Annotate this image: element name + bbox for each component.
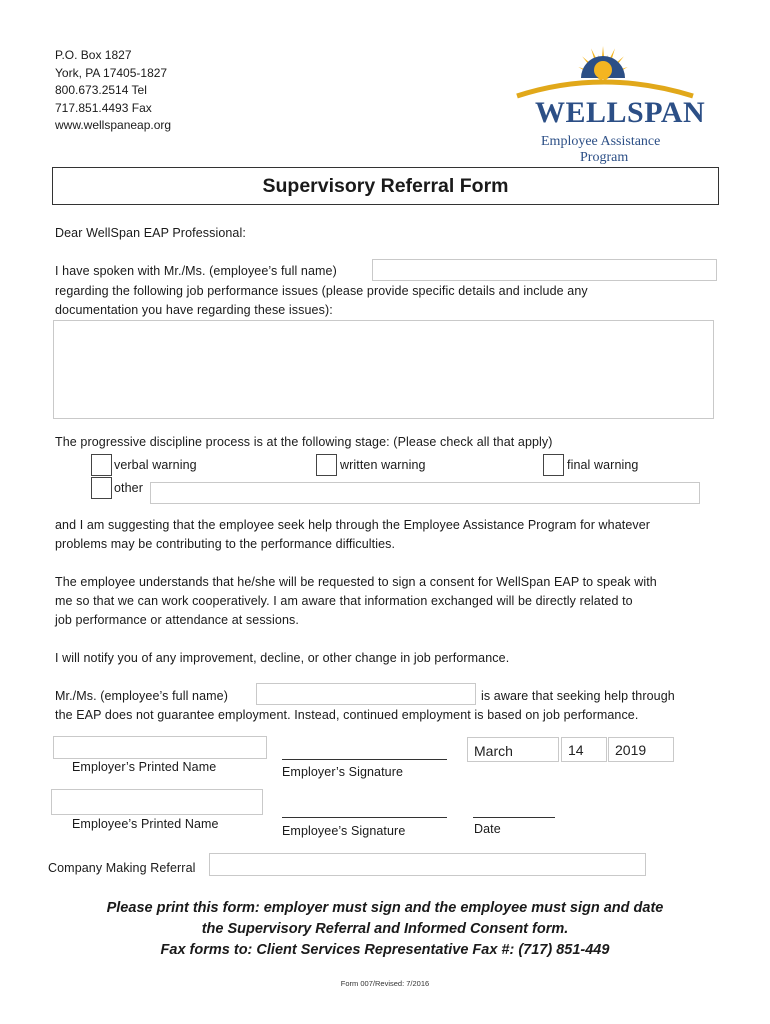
verbal-warning-label: verbal warning [114, 458, 197, 472]
suggestion-text: problems may be contributing to the performance difficulties. [55, 537, 396, 551]
consent-text: The employee understands that he/she will be requested to sign a consent for WellSpan EAP to speak with [55, 575, 657, 589]
website-line: www.wellspaneap.org [55, 118, 172, 132]
logo-subtitle: Employee Assistance [541, 134, 661, 149]
form-title-box [52, 167, 719, 205]
notify-text: I will notify you of any improvement, decline, or other change in job performance. [55, 651, 510, 665]
date-year-field[interactable] [608, 737, 674, 762]
verbal-warning-checkbox[interactable] [91, 454, 112, 476]
employer-signature-label: Employer’s Signature [282, 765, 404, 779]
date-line[interactable] [473, 817, 555, 818]
instructions-line: documentation you have regarding these issues): [55, 303, 333, 317]
consent-text: job performance or attendance at sessions. [55, 613, 299, 627]
aware-employee-name-field[interactable] [256, 683, 476, 705]
aware-text: is aware that seeking help through [481, 689, 675, 703]
employer-printed-name-label: Employer’s Printed Name [72, 760, 217, 774]
logo-wordmark: WELLSPAN [535, 96, 706, 129]
other-label: other [114, 481, 143, 495]
print-instructions: the Supervisory Referral and Informed Consent form. [201, 921, 569, 937]
address-line: York, PA 17405-1827 [55, 65, 168, 80]
date-month-input[interactable] [468, 738, 558, 761]
performance-issues-textarea[interactable] [53, 320, 714, 419]
employee-name-label: I have spoken with Mr./Ms. (employee’s full name) [55, 264, 337, 278]
suggestion-text: and I am suggesting that the employee seek help through the Employee Assistance Program for whatever [55, 518, 651, 532]
phone-line: 800.673.2514 Tel [55, 83, 147, 97]
consent-text: me so that we can work cooperatively. I am aware that information exchanged will be directly related to [55, 594, 633, 608]
wellspan-logo [505, 40, 705, 170]
date-year-input[interactable] [609, 738, 673, 761]
written-warning-checkbox[interactable] [316, 454, 337, 476]
form-title: Supervisory Referral Form [262, 175, 509, 197]
sun-arc-icon [505, 40, 705, 100]
instructions-line: regarding the following job performance issues (please provide specific details and include any [55, 284, 588, 298]
written-warning-label: written warning [340, 458, 426, 472]
aware-name-label: Mr./Ms. (employee’s full name) [55, 689, 228, 703]
other-checkbox[interactable] [91, 477, 112, 499]
company-field[interactable] [209, 853, 646, 876]
employment-text: the EAP does not guarantee employment. Instead, continued employment is based on job performance. [55, 708, 639, 722]
employee-name-field[interactable] [372, 259, 717, 281]
final-warning-label: final warning [567, 458, 639, 472]
address-line: P.O. Box 1827 [55, 48, 132, 62]
other-field[interactable] [150, 482, 700, 504]
address-block [55, 47, 171, 135]
fax-line: 717.851.4493 Fax [55, 100, 152, 115]
employee-signature-line[interactable] [282, 817, 447, 818]
employee-printed-name-label: Employee’s Printed Name [72, 817, 219, 831]
discipline-prompt: The progressive discipline process is at the following stage: (Please check all that apply) [55, 435, 553, 449]
form-revision: Form 007/Revised: 7/2016 [340, 979, 430, 988]
date-month-field[interactable] [467, 737, 559, 762]
employee-printed-name-field[interactable] [51, 789, 263, 815]
date-day-input[interactable] [562, 738, 606, 761]
employer-signature-line[interactable] [282, 759, 447, 760]
final-warning-checkbox[interactable] [543, 454, 564, 476]
employee-signature-label: Employee’s Signature [282, 824, 406, 838]
employer-printed-name-field[interactable] [53, 736, 267, 759]
fax-instructions: Fax forms to: Client Services Representative Fax #: (717) 851-449 [160, 942, 610, 958]
company-label: Company Making Referral [48, 861, 196, 875]
logo-subtitle-program: Program [580, 150, 629, 165]
greeting: Dear WellSpan EAP Professional: [55, 226, 246, 240]
date-label: Date [474, 822, 501, 836]
print-instructions: Please print this form: employer must sign and the employee must sign and date [106, 900, 664, 916]
date-day-field[interactable] [561, 737, 607, 762]
